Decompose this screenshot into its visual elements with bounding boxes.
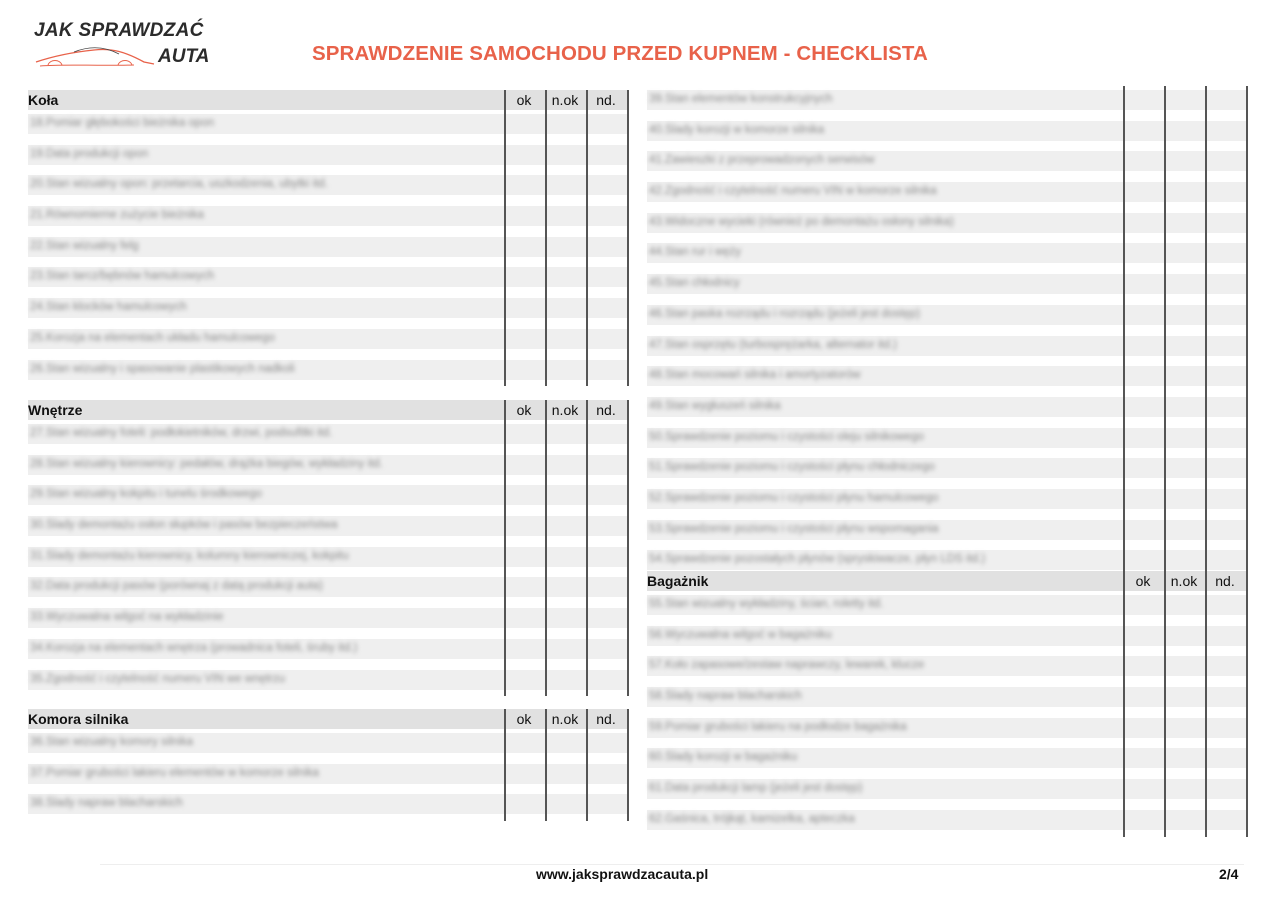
- column-header-ok: ok: [516, 711, 532, 727]
- checklist-item-label: 22.Stan wizualny felg: [30, 239, 139, 252]
- column-header-ok: ok: [516, 402, 532, 418]
- checkbox-cell-nd[interactable]: [586, 543, 627, 574]
- checkbox-cell-nd[interactable]: [586, 110, 627, 141]
- column-divider: [545, 90, 547, 386]
- checklist-item-label: 46.Stan paska rozrządu i rozrządu (jeżeli jest dostęp): [649, 307, 921, 320]
- column-divider: [504, 90, 506, 386]
- checkbox-cell-nok[interactable]: [1164, 178, 1205, 209]
- checklist-item-label: 57.Koło zapasowe/zestaw naprawczy, lewarek, klucze: [649, 659, 925, 672]
- checklist-row: [647, 454, 1247, 485]
- checkbox-cell-ok[interactable]: [1123, 239, 1164, 270]
- checklist-item-label: 39.Stan elementów konstrukcyjnych: [649, 93, 833, 105]
- checkbox-cell-nd[interactable]: [586, 202, 627, 233]
- checkbox-cell-nd[interactable]: [586, 263, 627, 294]
- column-divider: [1123, 86, 1125, 577]
- checkbox-cell-ok[interactable]: [1123, 806, 1164, 837]
- checkbox-cell-nd[interactable]: [586, 729, 627, 760]
- checkbox-cell-ok[interactable]: [504, 420, 545, 451]
- checklist-row: [28, 141, 628, 172]
- section-title: Bagażnik: [647, 573, 709, 589]
- checklist-item-label: 59.Pomiar grubości lakieru na podłodze bagażnika: [649, 720, 907, 733]
- checklist-row: [28, 790, 628, 821]
- checkbox-cell-nok[interactable]: [545, 420, 586, 451]
- checklist-row: [647, 622, 1247, 653]
- checkbox-cell-nok[interactable]: [545, 760, 586, 791]
- checkbox-cell-ok[interactable]: [504, 635, 545, 666]
- checkbox-cell-ok[interactable]: [504, 729, 545, 760]
- checklist-item-label: 53.Sprawdzenie poziomu i czystości płynu wspomagania: [649, 522, 939, 535]
- checkbox-cell-ok[interactable]: [1123, 683, 1164, 714]
- checklist-row: [647, 147, 1247, 178]
- section-komora-silnika: [28, 709, 628, 821]
- checkbox-cell-nd[interactable]: [1205, 775, 1246, 806]
- checklist-item-label: 33.Wyczuwalna wilgoć na wykładzinie: [30, 611, 224, 624]
- checkbox-cell-nok[interactable]: [545, 202, 586, 233]
- checkbox-cell-nok[interactable]: [1164, 591, 1205, 622]
- checkbox-cell-ok[interactable]: [504, 573, 545, 604]
- checklist-item-label: 43.Widoczne wycieki (również po demontażu osłony silnika): [649, 215, 954, 228]
- checkbox-cell-nd[interactable]: [586, 512, 627, 543]
- checklist-row: [28, 451, 628, 482]
- checkbox-cell-nd[interactable]: [586, 790, 627, 821]
- checkbox-cell-nd[interactable]: [1205, 454, 1246, 485]
- column-divider: [586, 90, 588, 386]
- checklist-item-label: 48.Stan mocowań silnika i amortyzatorów: [649, 369, 861, 382]
- checkbox-cell-nd[interactable]: [586, 451, 627, 482]
- checkbox-cell-ok[interactable]: [1123, 301, 1164, 332]
- checkbox-cell-nd[interactable]: [1205, 591, 1246, 622]
- checklist-item-label: 31.Ślady demontażu kierownicy, kolumny kierowniczej, kokpitu: [30, 549, 349, 562]
- car-silhouette-icon: [34, 44, 164, 70]
- checklist-row: [647, 362, 1247, 393]
- checkbox-cell-ok[interactable]: [504, 666, 545, 697]
- checklist-row: [28, 543, 628, 574]
- checkbox-cell-nok[interactable]: [545, 512, 586, 543]
- checkbox-cell-nd[interactable]: [586, 760, 627, 791]
- checkbox-cell-nd[interactable]: [1205, 714, 1246, 745]
- checkbox-cell-nok[interactable]: [1164, 117, 1205, 148]
- checkbox-cell-ok[interactable]: [1123, 117, 1164, 148]
- column-divider: [627, 709, 629, 821]
- checkbox-cell-ok[interactable]: [1123, 775, 1164, 806]
- checklist-row: [28, 481, 628, 512]
- checklist-item-label: 45.Stan chłodnicy: [649, 277, 740, 290]
- checkbox-cell-nd[interactable]: [1205, 209, 1246, 240]
- checkbox-cell-nok[interactable]: [545, 729, 586, 760]
- checklist-row: [647, 775, 1247, 806]
- checkbox-cell-nd[interactable]: [1205, 683, 1246, 714]
- checkbox-cell-nok[interactable]: [545, 604, 586, 635]
- checkbox-cell-nd[interactable]: [1205, 393, 1246, 424]
- checkbox-cell-nd[interactable]: [586, 233, 627, 264]
- checklist-item-label: 26.Stan wizualny i spasowanie plastikowych nadkoli: [30, 362, 295, 375]
- checklist-row: [647, 744, 1247, 775]
- checklist-item-label: 30.Ślady demontażu osłon słupków i pasów bezpieczeństwa: [30, 519, 338, 532]
- checkbox-cell-ok[interactable]: [504, 294, 545, 325]
- section-header: [28, 709, 628, 729]
- checkbox-cell-nok[interactable]: [545, 451, 586, 482]
- checkbox-cell-nd[interactable]: [586, 171, 627, 202]
- checkbox-cell-nd[interactable]: [1205, 362, 1246, 393]
- checkbox-cell-nok[interactable]: [1164, 86, 1205, 117]
- checkbox-cell-nok[interactable]: [545, 325, 586, 356]
- checkbox-cell-nd[interactable]: [1205, 239, 1246, 270]
- logo: [30, 16, 230, 76]
- column-header-ok: ok: [516, 92, 532, 108]
- checklist-row: [28, 760, 628, 791]
- checkbox-cell-nok[interactable]: [1164, 362, 1205, 393]
- checklist-item-label: 24.Stan klocków hamulcowych: [30, 301, 187, 314]
- checkbox-cell-ok[interactable]: [1123, 744, 1164, 775]
- checkbox-cell-ok[interactable]: [504, 543, 545, 574]
- checkbox-cell-ok[interactable]: [504, 356, 545, 387]
- checklist-item-label: 61.Data produkcji lamp (jeżeli jest dostęp): [649, 782, 863, 795]
- checklist-item-label: 50.Sprawdzenie poziomu i czystości oleju silnikowego: [649, 430, 924, 443]
- checkbox-cell-nok[interactable]: [1164, 485, 1205, 516]
- column-divider: [1205, 86, 1207, 577]
- checkbox-cell-ok[interactable]: [1123, 209, 1164, 240]
- checkbox-cell-ok[interactable]: [504, 790, 545, 821]
- document-title: SPRAWDZENIE SAMOCHODU PRZED KUPNEM - CHECKLISTA: [312, 42, 928, 65]
- checkbox-cell-ok[interactable]: [1123, 332, 1164, 363]
- checkbox-cell-ok[interactable]: [1123, 393, 1164, 424]
- checklist-item-label: 20.Stan wizualny opon: przetarcia, uszkodzenia, ubytki itd.: [30, 178, 328, 191]
- column-header-nd: nd.: [1215, 573, 1235, 589]
- column-divider: [627, 90, 629, 386]
- logo-line1: JAK SPRAWDZAĆ: [34, 20, 204, 41]
- checkbox-cell-nok[interactable]: [1164, 393, 1205, 424]
- section-koła: [28, 90, 628, 386]
- checklist-item-label: 19.Data produkcji opon: [30, 147, 149, 160]
- column-divider: [1205, 571, 1207, 837]
- checkbox-cell-nd[interactable]: [1205, 147, 1246, 178]
- checklist-row: [647, 332, 1247, 363]
- checklist-item-label: 27.Stan wizualny foteli: podłokietników, drzwi, podsufitki itd.: [30, 427, 333, 439]
- checklist-item-label: 32.Data produkcji pasów (porównaj z datą produkcji auta): [30, 580, 323, 593]
- checklist-item-label: 21.Równomierne zużycie bieżnika: [30, 209, 204, 222]
- checkbox-cell-ok[interactable]: [504, 110, 545, 141]
- page-number: 2/4: [1219, 866, 1239, 882]
- checkbox-cell-nd[interactable]: [586, 666, 627, 697]
- checklist-item-label: 36.Stan wizualny komory silnika: [30, 736, 193, 748]
- checklist-row: [28, 420, 628, 451]
- checklist-item-label: 47.Stan osprzętu (turbosprężarka, alternator itd.): [649, 338, 898, 351]
- column-divider: [504, 400, 506, 696]
- checkbox-cell-ok[interactable]: [1123, 516, 1164, 547]
- checkbox-cell-nd[interactable]: [1205, 86, 1246, 117]
- checklist-item-label: 49.Stan wygłuszeń silnika: [649, 399, 781, 412]
- logo-line2: AUTA: [158, 46, 210, 67]
- checkbox-cell-nok[interactable]: [545, 110, 586, 141]
- checkbox-cell-ok[interactable]: [1123, 652, 1164, 683]
- checkbox-cell-ok[interactable]: [504, 202, 545, 233]
- column-header-nd: nd.: [596, 92, 616, 108]
- checkbox-cell-nd[interactable]: [586, 481, 627, 512]
- column-divider: [1164, 571, 1166, 837]
- section-header: [647, 571, 1247, 591]
- checkbox-cell-nok[interactable]: [545, 141, 586, 172]
- checkbox-cell-ok[interactable]: [504, 760, 545, 791]
- checkbox-cell-nok[interactable]: [545, 543, 586, 574]
- checklist-row: [28, 110, 628, 141]
- checklist-row: [647, 516, 1247, 547]
- checklist-row: [28, 729, 628, 760]
- checkbox-cell-ok[interactable]: [504, 481, 545, 512]
- checklist-row: [647, 683, 1247, 714]
- checklist-item-label: 40.Ślady korozji w komorze silnika: [649, 123, 825, 136]
- checkbox-cell-nok[interactable]: [1164, 301, 1205, 332]
- checkbox-cell-nd[interactable]: [1205, 301, 1246, 332]
- checklist-item-label: 35.Zgodność i czytelność numeru VIN we wnętrzu: [30, 672, 286, 685]
- checkbox-cell-nd[interactable]: [586, 294, 627, 325]
- checklist-row: [28, 325, 628, 356]
- checklist-row: [28, 666, 628, 697]
- footer-divider: [100, 864, 1244, 865]
- checkbox-cell-nok[interactable]: [545, 573, 586, 604]
- checkbox-cell-nok[interactable]: [1164, 270, 1205, 301]
- checkbox-cell-nd[interactable]: [1205, 485, 1246, 516]
- checkbox-cell-ok[interactable]: [1123, 454, 1164, 485]
- checklist-row: [28, 512, 628, 543]
- checkbox-cell-ok[interactable]: [1123, 591, 1164, 622]
- checkbox-cell-nok[interactable]: [1164, 775, 1205, 806]
- checklist-row: [647, 117, 1247, 148]
- checklist-item-label: 55.Stan wizualny wykładziny, ścian, roletty itd.: [649, 598, 884, 610]
- checklist-item-label: 28.Stan wizualny kierownicy: pedałów, drążka biegów, wykładziny itd.: [30, 457, 383, 470]
- checkbox-cell-ok[interactable]: [1123, 424, 1164, 455]
- checkbox-cell-ok[interactable]: [1123, 362, 1164, 393]
- column-header-nd: nd.: [596, 402, 616, 418]
- column-header-nok: n.ok: [551, 402, 579, 418]
- checkbox-cell-nok[interactable]: [545, 481, 586, 512]
- checkbox-cell-ok[interactable]: [1123, 178, 1164, 209]
- checklist-row: [647, 209, 1247, 240]
- checklist-item-label: 42.Zgodność i czytelność numeru VIN w komorze silnika: [649, 185, 937, 198]
- column-divider: [586, 709, 588, 821]
- checklist-row: [647, 239, 1247, 270]
- checklist-row: [28, 356, 628, 387]
- checkbox-cell-ok[interactable]: [504, 604, 545, 635]
- checklist-item-label: 29.Stan wizualny kokpitu i tunelu środkowego: [30, 488, 263, 501]
- checkbox-cell-nd[interactable]: [1205, 117, 1246, 148]
- checklist-row: [647, 806, 1247, 837]
- section-title: Wnętrze: [28, 402, 83, 418]
- checkbox-cell-ok[interactable]: [504, 233, 545, 264]
- checklist-row: [647, 485, 1247, 516]
- checkbox-cell-nok[interactable]: [545, 171, 586, 202]
- checklist-row: [647, 393, 1247, 424]
- checkbox-cell-nd[interactable]: [1205, 332, 1246, 363]
- checkbox-cell-nd[interactable]: [1205, 652, 1246, 683]
- checkbox-cell-ok[interactable]: [1123, 86, 1164, 117]
- checkbox-cell-ok[interactable]: [504, 263, 545, 294]
- checklist-item-label: 37.Pomiar grubości lakieru elementów w komorze silnika: [30, 766, 319, 779]
- section-title: Koła: [28, 92, 59, 108]
- checkbox-cell-nok[interactable]: [1164, 622, 1205, 653]
- checkbox-cell-nd[interactable]: [1205, 622, 1246, 653]
- checklist-row: [28, 263, 628, 294]
- checkbox-cell-ok[interactable]: [504, 451, 545, 482]
- section-header: [28, 90, 628, 110]
- section-continued: [647, 86, 1247, 577]
- checkbox-cell-ok[interactable]: [504, 141, 545, 172]
- checkbox-cell-nok[interactable]: [1164, 147, 1205, 178]
- checklist-row: [28, 202, 628, 233]
- checkbox-cell-nok[interactable]: [545, 666, 586, 697]
- checkbox-cell-ok[interactable]: [504, 325, 545, 356]
- checkbox-cell-nok[interactable]: [1164, 652, 1205, 683]
- checkbox-cell-nd[interactable]: [586, 356, 627, 387]
- checkbox-cell-nd[interactable]: [1205, 744, 1246, 775]
- checklist-row: [647, 178, 1247, 209]
- checkbox-cell-nok[interactable]: [1164, 209, 1205, 240]
- checkbox-cell-nok[interactable]: [545, 635, 586, 666]
- checklist-item-label: 52.Sprawdzenie poziomu i czystości płynu hamulcowego: [649, 491, 939, 504]
- checklist-row: [28, 573, 628, 604]
- checkbox-cell-nok[interactable]: [1164, 516, 1205, 547]
- checkbox-cell-nok[interactable]: [545, 233, 586, 264]
- checkbox-cell-nd[interactable]: [586, 573, 627, 604]
- column-header-nok: n.ok: [551, 92, 579, 108]
- checkbox-cell-nok[interactable]: [1164, 424, 1205, 455]
- column-divider: [545, 709, 547, 821]
- checkbox-cell-nok[interactable]: [1164, 239, 1205, 270]
- checklist-item-label: 41.Zawieszki z przeprowadzonych serwisów: [649, 154, 875, 167]
- section-wnętrze: [28, 400, 628, 696]
- checkbox-cell-ok[interactable]: [1123, 622, 1164, 653]
- section-title: Komora silnika: [28, 711, 129, 727]
- footer-url[interactable]: www.jaksprawdzacauta.pl: [536, 866, 709, 882]
- column-divider: [545, 400, 547, 696]
- checklist-row: [28, 233, 628, 264]
- checklist-item-label: 58.Ślady napraw blacharskich: [649, 690, 802, 703]
- checklist-item-label: 60.Ślady korozji w bagażniku: [649, 751, 798, 764]
- column-divider: [1246, 86, 1248, 577]
- checkbox-cell-ok[interactable]: [1123, 147, 1164, 178]
- column-header-ok: ok: [1135, 573, 1151, 589]
- checklist-item-label: 54.Sprawdzenie pozostałych płynów (spryskiwacze, płyn LDS itd.): [649, 553, 986, 566]
- column-divider: [1123, 571, 1125, 837]
- checklist-item-label: 23.Stan tarcz/bębnów hamulcowych: [30, 270, 215, 283]
- checkbox-cell-nd[interactable]: [586, 635, 627, 666]
- checkbox-cell-ok[interactable]: [1123, 714, 1164, 745]
- checklist-row: [647, 591, 1247, 622]
- checklist-row: [647, 86, 1247, 117]
- checklist-item-label: 51.Sprawdzenie poziomu i czystości płynu chłodniczego: [649, 461, 935, 474]
- checklist-item-label: 56.Wyczuwalna wilgoć w bagażniku: [649, 628, 832, 641]
- checkbox-cell-nok[interactable]: [545, 790, 586, 821]
- checkbox-cell-nok[interactable]: [1164, 454, 1205, 485]
- checklist-item-label: 18.Pomiar głębokości bieżnika opon: [30, 117, 215, 129]
- checklist-item-label: 25.Korozja na elementach układu hamulcowego: [30, 331, 275, 344]
- checkbox-cell-nd[interactable]: [1205, 806, 1246, 837]
- checkbox-cell-nok[interactable]: [1164, 806, 1205, 837]
- checkbox-cell-ok[interactable]: [504, 512, 545, 543]
- column-header-nok: n.ok: [551, 711, 579, 727]
- checklist-item-label: 34.Korozja na elementach wnętrza (prowadnica foteli, śruby itd.): [30, 641, 358, 654]
- checkbox-cell-nd[interactable]: [1205, 516, 1246, 547]
- checkbox-cell-nok[interactable]: [545, 294, 586, 325]
- section-header: [28, 400, 628, 420]
- checklist-row: [647, 652, 1247, 683]
- checklist-row: [28, 604, 628, 635]
- checkbox-cell-nok[interactable]: [545, 356, 586, 387]
- checklist-row: [647, 424, 1247, 455]
- checkbox-cell-nd[interactable]: [1205, 178, 1246, 209]
- column-divider: [627, 400, 629, 696]
- column-header-nok: n.ok: [1170, 573, 1198, 589]
- column-divider: [504, 709, 506, 821]
- checklist-item-label: 44.Stan rur i węży: [649, 246, 742, 259]
- checkbox-cell-nok[interactable]: [1164, 714, 1205, 745]
- checkbox-cell-nd[interactable]: [1205, 270, 1246, 301]
- checklist-item-label: 38.Ślady napraw blacharskich: [30, 797, 183, 810]
- checkbox-cell-nok[interactable]: [1164, 744, 1205, 775]
- checklist-row: [647, 270, 1247, 301]
- checkbox-cell-nok[interactable]: [1164, 683, 1205, 714]
- checklist-row: [28, 171, 628, 202]
- column-divider: [586, 400, 588, 696]
- checkbox-cell-nok[interactable]: [545, 263, 586, 294]
- checkbox-cell-ok[interactable]: [1123, 270, 1164, 301]
- checklist-item-label: 62.Gaśnica, trójkąt, kamizelka, apteczka: [649, 812, 855, 825]
- checklist-row: [28, 635, 628, 666]
- checkbox-cell-nd[interactable]: [586, 141, 627, 172]
- checklist-row: [647, 714, 1247, 745]
- column-divider: [1246, 571, 1248, 837]
- section-bagażnik: [647, 571, 1247, 837]
- checkbox-cell-nd[interactable]: [586, 420, 627, 451]
- checklist-row: [647, 301, 1247, 332]
- checkbox-cell-nok[interactable]: [1164, 332, 1205, 363]
- column-header-nd: nd.: [596, 711, 616, 727]
- checkbox-cell-nd[interactable]: [586, 325, 627, 356]
- checkbox-cell-nd[interactable]: [586, 604, 627, 635]
- checkbox-cell-ok[interactable]: [504, 171, 545, 202]
- column-divider: [1164, 86, 1166, 577]
- checkbox-cell-ok[interactable]: [1123, 485, 1164, 516]
- checklist-row: [28, 294, 628, 325]
- checkbox-cell-nd[interactable]: [1205, 424, 1246, 455]
